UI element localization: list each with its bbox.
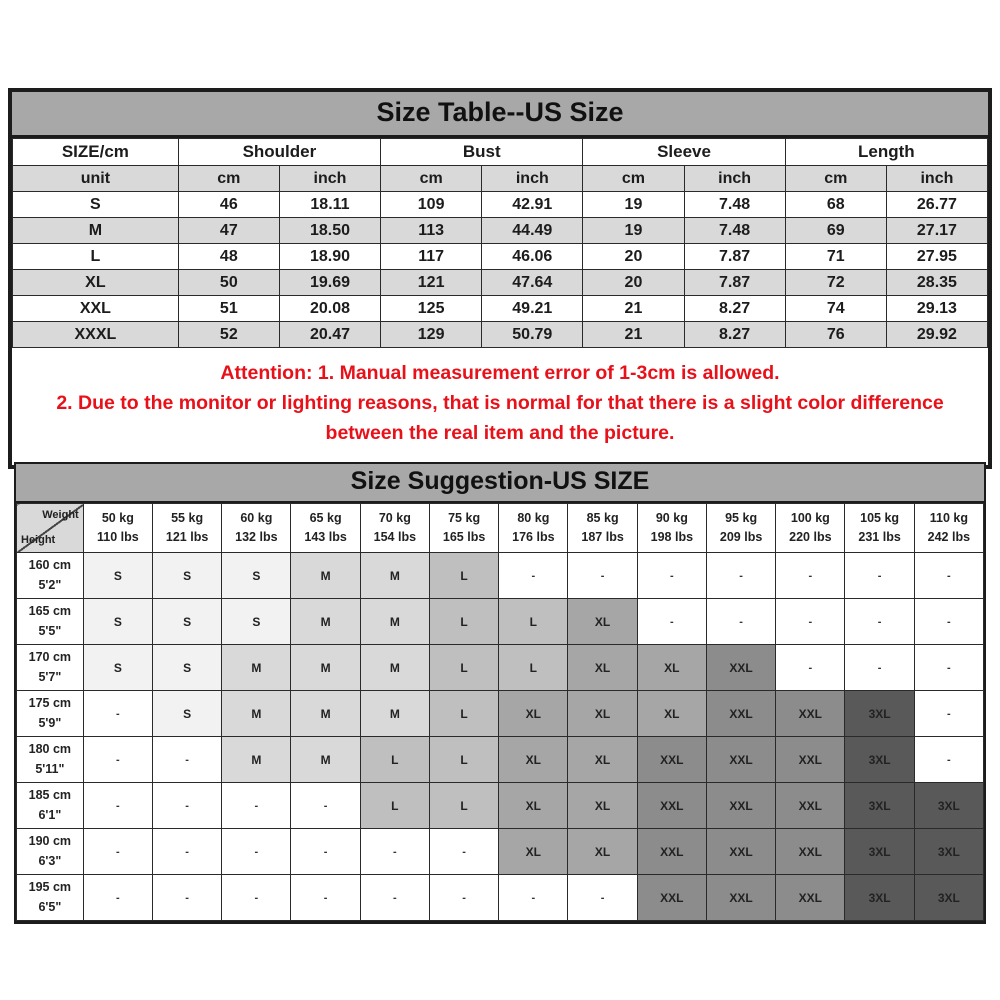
size-suggestion-cell: 3XL bbox=[845, 875, 914, 921]
size-suggestion-cell: XL bbox=[568, 599, 637, 645]
size-table-row bbox=[13, 322, 988, 348]
weight-kg: 55 kg bbox=[171, 510, 204, 525]
weight-kg: 50 kg bbox=[101, 510, 134, 525]
measurement-cell: 129 bbox=[381, 322, 482, 348]
group-header-length: Length bbox=[785, 139, 987, 166]
group-header-shoulder: Shoulder bbox=[178, 139, 380, 166]
no-size-cell: - bbox=[83, 783, 152, 829]
weight-kg: 110 kg bbox=[929, 510, 968, 525]
weight-lbs: 176 lbs bbox=[512, 530, 555, 544]
measurement-cell: 27.17 bbox=[886, 218, 987, 244]
size-suggestion-cell: M bbox=[360, 553, 429, 599]
size-suggestion-cell: L bbox=[360, 737, 429, 783]
measurement-cell: 50 bbox=[178, 270, 279, 296]
height-ft: 6'1" bbox=[38, 807, 62, 822]
size-suggestion-cell: XXL bbox=[706, 691, 775, 737]
height-ft: 5'5" bbox=[38, 623, 62, 638]
measurement-cell: 27.95 bbox=[886, 244, 987, 270]
height-header-cell bbox=[17, 829, 84, 875]
size-suggestion-cell: M bbox=[360, 691, 429, 737]
no-size-cell: - bbox=[776, 645, 845, 691]
size-suggestion-cell: M bbox=[360, 599, 429, 645]
measurement-cell: 7.48 bbox=[684, 218, 785, 244]
size-suggestion-cell: S bbox=[83, 645, 152, 691]
no-size-cell: - bbox=[291, 829, 360, 875]
size-suggestion-cell: XXL bbox=[637, 875, 706, 921]
size-table-row bbox=[13, 218, 988, 244]
size-table-title: Size Table--US Size bbox=[12, 92, 988, 138]
weight-kg: 100 kg bbox=[790, 510, 830, 525]
height-header-cell bbox=[17, 737, 84, 783]
size-suggestion-cell: S bbox=[152, 645, 221, 691]
measurement-cell: 18.11 bbox=[279, 192, 380, 218]
height-header-cell bbox=[17, 875, 84, 921]
size-suggestion-cell: XXL bbox=[776, 875, 845, 921]
height-row bbox=[17, 645, 984, 691]
height-ft: 6'5" bbox=[38, 899, 62, 914]
size-suggestion-cell: XXL bbox=[706, 645, 775, 691]
weight-lbs: 242 lbs bbox=[927, 530, 971, 544]
height-ft: 5'2" bbox=[38, 577, 62, 592]
no-size-cell: - bbox=[83, 829, 152, 875]
size-suggestion-cell: M bbox=[222, 645, 291, 691]
size-suggestion-cell: M bbox=[291, 599, 360, 645]
measurement-cell: 125 bbox=[381, 296, 482, 322]
height-cm: 175 cm bbox=[28, 696, 72, 711]
size-suggestion-cell: XL bbox=[568, 691, 637, 737]
height-row bbox=[17, 599, 984, 645]
no-size-cell: - bbox=[360, 829, 429, 875]
measurement-cell: 46.06 bbox=[482, 244, 583, 270]
size-label: L bbox=[13, 244, 179, 270]
measurement-cell: 72 bbox=[785, 270, 886, 296]
size-suggestion-cell: XXL bbox=[637, 737, 706, 783]
weight-axis-label: Weight bbox=[42, 509, 79, 521]
no-size-cell: - bbox=[914, 691, 983, 737]
size-suggestion-cell: XXL bbox=[706, 829, 775, 875]
measurement-cell: 76 bbox=[785, 322, 886, 348]
height-cm: 185 cm bbox=[28, 788, 72, 803]
unit-cell: cm bbox=[785, 166, 886, 192]
size-suggestion-cell: L bbox=[429, 599, 498, 645]
no-size-cell: - bbox=[914, 645, 983, 691]
size-table-row bbox=[13, 296, 988, 322]
size-suggestion-cell: 3XL bbox=[845, 691, 914, 737]
weight-header-cell bbox=[429, 504, 498, 553]
no-size-cell: - bbox=[776, 599, 845, 645]
attention-note bbox=[12, 348, 988, 465]
height-header-cell bbox=[17, 783, 84, 829]
unit-label: unit bbox=[13, 166, 179, 192]
measurement-cell: 68 bbox=[785, 192, 886, 218]
size-suggestion-cell: 3XL bbox=[914, 829, 983, 875]
weight-header-cell bbox=[706, 504, 775, 553]
weight-kg: 90 kg bbox=[655, 510, 688, 525]
unit-cell: inch bbox=[279, 166, 380, 192]
size-suggestion-cell: XL bbox=[499, 829, 568, 875]
measurement-cell: 28.35 bbox=[886, 270, 987, 296]
height-header-cell bbox=[17, 645, 84, 691]
measurement-cell: 47 bbox=[178, 218, 279, 244]
weight-header-cell bbox=[637, 504, 706, 553]
size-suggestion-table bbox=[16, 503, 984, 921]
no-size-cell: - bbox=[776, 553, 845, 599]
measurement-cell: 19.69 bbox=[279, 270, 380, 296]
no-size-cell: - bbox=[568, 875, 637, 921]
attention-line-1: Attention: 1. Manual measurement error of 1-3cm is allowed. bbox=[220, 362, 780, 384]
size-table-row bbox=[13, 270, 988, 296]
measurement-cell: 19 bbox=[583, 192, 684, 218]
unit-cell: cm bbox=[583, 166, 684, 192]
weight-header-row bbox=[17, 504, 984, 553]
measurement-cell: 117 bbox=[381, 244, 482, 270]
size-suggestion-cell: XL bbox=[637, 691, 706, 737]
measurement-cell: 50.79 bbox=[482, 322, 583, 348]
size-suggestion-cell: XL bbox=[499, 691, 568, 737]
weight-header-cell bbox=[914, 504, 983, 553]
no-size-cell: - bbox=[706, 599, 775, 645]
size-suggestion-cell: XXL bbox=[776, 829, 845, 875]
height-cm: 165 cm bbox=[28, 604, 72, 619]
measurement-cell: 21 bbox=[583, 322, 684, 348]
size-suggestion-cell: S bbox=[83, 553, 152, 599]
weight-kg: 70 kg bbox=[378, 510, 411, 525]
size-suggestion-cell: M bbox=[291, 737, 360, 783]
size-suggestion-cell: M bbox=[222, 691, 291, 737]
size-suggestion-cell: S bbox=[152, 599, 221, 645]
weight-header-cell bbox=[360, 504, 429, 553]
no-size-cell: - bbox=[499, 553, 568, 599]
height-ft: 6'3" bbox=[38, 853, 62, 868]
weight-header-cell bbox=[845, 504, 914, 553]
size-suggestion-cell: L bbox=[429, 783, 498, 829]
weight-header-cell bbox=[499, 504, 568, 553]
weight-kg: 75 kg bbox=[448, 510, 481, 525]
size-suggestion-cell: XXL bbox=[776, 737, 845, 783]
no-size-cell: - bbox=[429, 875, 498, 921]
weight-lbs: 110 lbs bbox=[96, 530, 139, 544]
measurement-cell: 109 bbox=[381, 192, 482, 218]
no-size-cell: - bbox=[152, 737, 221, 783]
no-size-cell: - bbox=[499, 875, 568, 921]
size-suggestion-cell: XL bbox=[568, 783, 637, 829]
unit-cell: cm bbox=[381, 166, 482, 192]
no-size-cell: - bbox=[152, 875, 221, 921]
size-table-group-header-row bbox=[13, 139, 988, 166]
size-label: M bbox=[13, 218, 179, 244]
size-table-row bbox=[13, 244, 988, 270]
measurement-cell: 49.21 bbox=[482, 296, 583, 322]
weight-lbs: 154 lbs bbox=[373, 530, 417, 544]
height-header-cell bbox=[17, 553, 84, 599]
measurement-cell: 71 bbox=[785, 244, 886, 270]
no-size-cell: - bbox=[845, 553, 914, 599]
weight-lbs: 198 lbs bbox=[650, 530, 694, 544]
weight-lbs: 132 lbs bbox=[235, 530, 278, 544]
no-size-cell: - bbox=[637, 599, 706, 645]
unit-cell: inch bbox=[684, 166, 785, 192]
weight-header-cell bbox=[291, 504, 360, 553]
height-row bbox=[17, 829, 984, 875]
weight-kg: 65 kg bbox=[309, 510, 342, 525]
size-suggestion-cell: XL bbox=[637, 645, 706, 691]
size-suggestion-cell: L bbox=[499, 645, 568, 691]
no-size-cell: - bbox=[152, 783, 221, 829]
weight-lbs: 209 lbs bbox=[719, 530, 763, 544]
measurement-cell: 48 bbox=[178, 244, 279, 270]
weight-lbs: 143 lbs bbox=[304, 530, 347, 544]
measurement-cell: 42.91 bbox=[482, 192, 583, 218]
weight-lbs: 187 lbs bbox=[581, 530, 624, 544]
height-ft: 5'11" bbox=[35, 761, 65, 776]
measurement-cell: 44.49 bbox=[482, 218, 583, 244]
size-suggestion-cell: S bbox=[222, 599, 291, 645]
size-label: XL bbox=[13, 270, 179, 296]
size-suggestion-cell: 3XL bbox=[845, 783, 914, 829]
measurement-cell: 26.77 bbox=[886, 192, 987, 218]
weight-lbs: 165 lbs bbox=[442, 530, 486, 544]
weight-lbs: 231 lbs bbox=[858, 530, 901, 544]
size-suggestion-cell: 3XL bbox=[914, 875, 983, 921]
size-suggestion-cell: XXL bbox=[776, 691, 845, 737]
measurement-cell: 8.27 bbox=[684, 322, 785, 348]
size-column-header: SIZE/cm bbox=[13, 139, 179, 166]
size-suggestion-cell: XL bbox=[499, 737, 568, 783]
size-suggestion-cell: M bbox=[291, 553, 360, 599]
no-size-cell: - bbox=[152, 829, 221, 875]
measurement-cell: 46 bbox=[178, 192, 279, 218]
measurement-cell: 20 bbox=[583, 270, 684, 296]
size-suggestion-cell: XL bbox=[568, 645, 637, 691]
size-table bbox=[12, 138, 988, 348]
size-suggestion-panel bbox=[14, 462, 986, 924]
height-header-cell bbox=[17, 691, 84, 737]
size-suggestion-cell: XXL bbox=[706, 783, 775, 829]
weight-kg: 85 kg bbox=[586, 510, 619, 525]
size-table-unit-row bbox=[13, 166, 988, 192]
measurement-cell: 69 bbox=[785, 218, 886, 244]
size-suggestion-cell: S bbox=[222, 553, 291, 599]
size-table-row bbox=[13, 192, 988, 218]
weight-kg: 105 kg bbox=[860, 510, 900, 525]
size-suggestion-cell: XXL bbox=[776, 783, 845, 829]
size-suggestion-cell: L bbox=[429, 645, 498, 691]
measurement-cell: 7.48 bbox=[684, 192, 785, 218]
size-suggestion-cell: M bbox=[360, 645, 429, 691]
measurement-cell: 113 bbox=[381, 218, 482, 244]
no-size-cell: - bbox=[222, 875, 291, 921]
weight-kg: 60 kg bbox=[240, 510, 273, 525]
size-label: S bbox=[13, 192, 179, 218]
size-suggestion-cell: L bbox=[360, 783, 429, 829]
measurement-cell: 8.27 bbox=[684, 296, 785, 322]
no-size-cell: - bbox=[222, 783, 291, 829]
size-label: XXXL bbox=[13, 322, 179, 348]
size-suggestion-cell: XL bbox=[568, 737, 637, 783]
measurement-cell: 19 bbox=[583, 218, 684, 244]
weight-header-cell bbox=[83, 504, 152, 553]
size-suggestion-cell: L bbox=[429, 553, 498, 599]
height-row bbox=[17, 553, 984, 599]
no-size-cell: - bbox=[637, 553, 706, 599]
size-suggestion-cell: XXL bbox=[706, 737, 775, 783]
weight-header-cell bbox=[152, 504, 221, 553]
unit-cell: cm bbox=[178, 166, 279, 192]
no-size-cell: - bbox=[291, 875, 360, 921]
no-size-cell: - bbox=[845, 645, 914, 691]
size-suggestion-cell: XXL bbox=[637, 829, 706, 875]
size-suggestion-cell: 3XL bbox=[845, 737, 914, 783]
size-suggestion-cell: S bbox=[152, 553, 221, 599]
no-size-cell: - bbox=[222, 829, 291, 875]
size-suggestion-title: Size Suggestion-US SIZE bbox=[16, 464, 984, 503]
weight-kg: 95 kg bbox=[725, 510, 758, 525]
no-size-cell: - bbox=[568, 553, 637, 599]
weight-height-corner-cell bbox=[17, 504, 84, 553]
no-size-cell: - bbox=[291, 783, 360, 829]
size-suggestion-cell: S bbox=[83, 599, 152, 645]
no-size-cell: - bbox=[914, 737, 983, 783]
height-cm: 160 cm bbox=[28, 558, 72, 573]
weight-header-cell bbox=[776, 504, 845, 553]
no-size-cell: - bbox=[83, 691, 152, 737]
measurement-cell: 20 bbox=[583, 244, 684, 270]
measurement-cell: 7.87 bbox=[684, 270, 785, 296]
measurement-cell: 74 bbox=[785, 296, 886, 322]
no-size-cell: - bbox=[914, 553, 983, 599]
height-ft: 5'9" bbox=[38, 715, 62, 730]
height-row bbox=[17, 691, 984, 737]
attention-line-3: between the real item and the picture. bbox=[325, 422, 675, 445]
size-suggestion-cell: XL bbox=[499, 783, 568, 829]
measurement-cell: 18.50 bbox=[279, 218, 380, 244]
measurement-cell: 51 bbox=[178, 296, 279, 322]
weight-kg: 80 kg bbox=[517, 510, 550, 525]
no-size-cell: - bbox=[914, 599, 983, 645]
no-size-cell: - bbox=[845, 599, 914, 645]
weight-lbs: 121 lbs bbox=[165, 530, 209, 544]
measurement-cell: 20.47 bbox=[279, 322, 380, 348]
unit-cell: inch bbox=[482, 166, 583, 192]
measurement-cell: 47.64 bbox=[482, 270, 583, 296]
measurement-cell: 29.13 bbox=[886, 296, 987, 322]
no-size-cell: - bbox=[429, 829, 498, 875]
weight-lbs: 220 lbs bbox=[789, 530, 832, 544]
weight-header-cell bbox=[222, 504, 291, 553]
measurement-cell: 121 bbox=[381, 270, 482, 296]
no-size-cell: - bbox=[360, 875, 429, 921]
size-suggestion-cell: 3XL bbox=[914, 783, 983, 829]
height-ft: 5'7" bbox=[38, 669, 62, 684]
size-suggestion-cell: M bbox=[291, 645, 360, 691]
size-suggestion-cell: M bbox=[222, 737, 291, 783]
size-suggestion-cell: L bbox=[499, 599, 568, 645]
size-suggestion-cell: XL bbox=[568, 829, 637, 875]
weight-header-cell bbox=[568, 504, 637, 553]
no-size-cell: - bbox=[83, 875, 152, 921]
size-suggestion-cell: 3XL bbox=[845, 829, 914, 875]
size-table-panel bbox=[8, 88, 992, 469]
measurement-cell: 21 bbox=[583, 296, 684, 322]
group-header-bust: Bust bbox=[381, 139, 583, 166]
height-cm: 190 cm bbox=[28, 834, 72, 849]
no-size-cell: - bbox=[706, 553, 775, 599]
size-suggestion-cell: XXL bbox=[637, 783, 706, 829]
size-suggestion-cell: S bbox=[152, 691, 221, 737]
height-cm: 180 cm bbox=[28, 742, 72, 757]
no-size-cell: - bbox=[83, 737, 152, 783]
measurement-cell: 29.92 bbox=[886, 322, 987, 348]
height-cm: 195 cm bbox=[28, 880, 72, 895]
attention-line-2: 2. Due to the monitor or lighting reasons, that is normal for that there is a slight color difference bbox=[56, 392, 944, 415]
measurement-cell: 20.08 bbox=[279, 296, 380, 322]
height-header-cell bbox=[17, 599, 84, 645]
size-suggestion-cell: M bbox=[291, 691, 360, 737]
height-row bbox=[17, 875, 984, 921]
size-suggestion-cell: XXL bbox=[706, 875, 775, 921]
height-row bbox=[17, 737, 984, 783]
group-header-sleeve: Sleeve bbox=[583, 139, 785, 166]
measurement-cell: 18.90 bbox=[279, 244, 380, 270]
size-suggestion-cell: L bbox=[429, 691, 498, 737]
height-axis-label: Height bbox=[21, 533, 56, 546]
unit-cell: inch bbox=[886, 166, 987, 192]
measurement-cell: 52 bbox=[178, 322, 279, 348]
measurement-cell: 7.87 bbox=[684, 244, 785, 270]
size-suggestion-cell: L bbox=[429, 737, 498, 783]
height-row bbox=[17, 783, 984, 829]
size-label: XXL bbox=[13, 296, 179, 322]
height-cm: 170 cm bbox=[28, 650, 72, 665]
